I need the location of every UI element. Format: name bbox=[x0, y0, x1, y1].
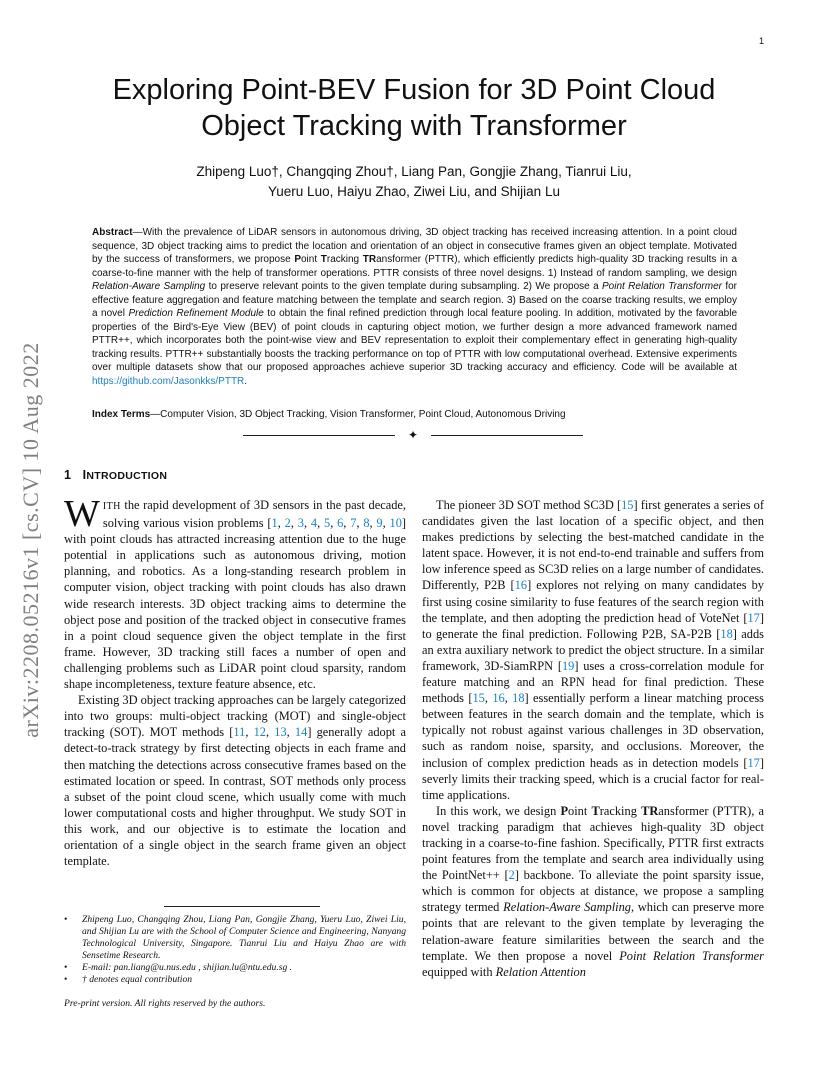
paragraph-text: (PTTR), a novel tracking paradigm that achieves high-quality 3D object tracking in a coarse-to-fine fashion. Specifically, PTTR first extracts point features from the template and search area individually using the PointNet++ [ bbox=[422, 803, 764, 883]
authors-line-1: Zhipeng Luo†, Changqing Zhou†, Liang Pan, Gongjie Zhang, Tianrui Liu, bbox=[196, 164, 632, 179]
abstract-emphasis: Relation-Aware Sampling bbox=[92, 281, 206, 292]
paragraph-text: ] adds an extra auxiliary network to predict the object structure. In a similar framework, 3D-SiamRPN [ bbox=[422, 626, 764, 673]
paragraph-text: ] explores not relying on many candidates by first using cosine similarity to fuse features of the search region with the template, and then adopting the prediction head of VoteNet [ bbox=[422, 578, 764, 625]
citation-link[interactable]: 9 bbox=[376, 516, 383, 531]
citation-link[interactable]: 5 bbox=[323, 516, 331, 531]
paragraph-text: , which can preserve more points that are relevant to the given template by leveraging the relation-aware feature similarities between the search and the template. We then propose a novel bbox=[422, 900, 764, 963]
index-terms-label: Index Terms bbox=[92, 409, 151, 420]
footnotes bbox=[64, 914, 406, 985]
index-terms bbox=[92, 408, 737, 421]
author-list bbox=[120, 162, 708, 202]
section-divider bbox=[243, 428, 583, 442]
citation-link[interactable]: 17 bbox=[747, 755, 760, 770]
citation-link[interactable]: 13 bbox=[274, 725, 287, 740]
paragraph-text: ] essentially perform a linear matching process between features in the search domain and the template, which is typically not robust against various challenges in 3D observation, such as random noise, sparsity, and occlusions. Moreover, the inclusion of complex prediction heads as in detection models [ bbox=[422, 691, 764, 770]
index-terms-text: —Computer Vision, 3D Object Tracking, Vision Transformer, Point Cloud, Autonomous Driving bbox=[150, 409, 566, 420]
abstract-emphasis: Point Relation Transformer bbox=[602, 281, 722, 292]
emphasis-text: Relation Attention bbox=[495, 964, 586, 979]
citation-link[interactable]: 16 bbox=[492, 691, 505, 706]
citation-link[interactable]: 16 bbox=[514, 578, 528, 593]
paragraph-text: The pioneer 3D SOT method SC3D [ bbox=[436, 498, 622, 512]
citation-link[interactable]: 1 bbox=[271, 516, 278, 531]
paragraph-text: ] first generates a series of candidates given the last location of a specific object, and then makes predictions by selecting the best-matched candidate in the latent space. However, it is not end-to-end trainable and suffers from low inference speed as SC3D relies on a large number of candidates. Differently, P2B [ bbox=[422, 498, 765, 593]
footnote-text: E-mail: pan.liang@u.nus.edu , shijian.lu@ntu.edu.sg . bbox=[82, 961, 293, 973]
citation-link[interactable]: 6 bbox=[337, 516, 344, 531]
bullet-icon: • bbox=[64, 973, 68, 985]
divider-line-right bbox=[431, 435, 583, 436]
paragraph-text: equipped with bbox=[422, 964, 496, 979]
citation-link[interactable]: 12 bbox=[253, 725, 266, 740]
citation-group: 15, 16, 18 bbox=[472, 691, 525, 706]
citation-link[interactable]: 10 bbox=[389, 516, 402, 531]
paragraph-text: oint bbox=[568, 803, 592, 818]
citation-link[interactable]: 18 bbox=[512, 691, 525, 706]
abstract-label: Abstract bbox=[92, 227, 133, 238]
abstract-text: to preserve relevant points to the given template during subsampling. 2) We propose a bbox=[205, 281, 603, 292]
abstract-text: racking bbox=[326, 254, 363, 265]
intro-paragraph-1 bbox=[64, 493, 407, 692]
bullet-icon: • bbox=[64, 961, 68, 973]
paragraph-text: ] to generate the final prediction. Following P2B, SA-P2B [ bbox=[422, 610, 764, 641]
footnote-email bbox=[64, 962, 406, 974]
divider-diamond-icon: ✦ bbox=[407, 428, 419, 442]
authors-line-2: Yueru Luo, Haiyu Zhao, Ziwei Liu, and Shijian Lu bbox=[268, 184, 560, 199]
title-line-2: Object Tracking with Transformer bbox=[201, 110, 627, 142]
section-title-initial: I bbox=[82, 468, 87, 482]
citation-link[interactable]: 15 bbox=[472, 691, 485, 706]
paragraph-text: ] with point clouds has attracted increasing attention due to the huge potential in applications such as autonomous driving, motion planning, and robotics. As a long-standing research problem in computer vision, object tracking with point clouds has also drawn wide research interests. 3D object tracking aims to determine the object pose and position of the tracked object in consecutive frames in a point cloud sequence given the object template in the first frame. However, 3D tracking still faces a number of open and challenging problems such as LiDAR point cloud sparsity, random shape incompleteness, texture feature absence, etc. bbox=[64, 516, 407, 692]
section-heading-introduction bbox=[64, 468, 167, 482]
abstract-text: —With the prevalence of LiDAR sensors in autonomous driving, 3D object tracking has received increasing attention. In a point cloud sequence, 3D object tracking aims to predict the location and orientation of an object in consecutive frames given an object template. Motivated by the success of transformers, we propose bbox=[92, 227, 737, 265]
abstract-emphasis: Prediction Refinement Module bbox=[128, 308, 264, 319]
abstract-bold-letter: TR bbox=[362, 254, 377, 265]
intro-paragraph-4 bbox=[422, 803, 764, 980]
paragraph-text: ] generally adopt a detect-to-track strategy by first detecting objects in each frame and then matching the detections across consecutive frames based on the estimated location or speed. In contrast, SOT methods only process a subset of the point cloud scene, which usually come with much lower computational costs and higher throughput. We study SOT in this work, and our objective is to estimate the location and orientation of a single object in the search frame given an object template. bbox=[64, 725, 407, 869]
footnote-affiliation bbox=[64, 914, 406, 962]
citation-link[interactable]: 2 bbox=[284, 516, 291, 531]
citation-link[interactable]: 18 bbox=[720, 626, 733, 641]
footnote-text: † denotes equal contribution bbox=[82, 973, 193, 985]
citation-link[interactable]: 4 bbox=[310, 516, 318, 531]
intro-paragraph-3 bbox=[422, 497, 764, 803]
paragraph-text: the rapid development of 3D sensors in the past decade, solving various vision problems [ bbox=[102, 498, 406, 531]
paragraph-text: ] severly limits their tracking speed, which is a crucial factor for real-time applications. bbox=[422, 755, 764, 802]
arxiv-identifier-stamp: arXiv:2208.05216v1 [cs.CV] 10 Aug 2022 bbox=[18, 342, 43, 738]
abstract-bold-letter: T bbox=[320, 254, 327, 265]
preprint-notice: Pre-print version. All rights reserved by the authors. bbox=[64, 998, 266, 1009]
emphasis-text: Point Relation Transformer bbox=[619, 948, 764, 963]
smallcaps-word: ITH bbox=[102, 501, 121, 512]
abstract bbox=[92, 226, 737, 388]
emphasis-text: Relation-Aware Sampling bbox=[503, 900, 631, 915]
paragraph-text: racking bbox=[599, 803, 642, 818]
citation-group: 1, 2, 3, 4, 5, 6, 7, 8, 9, 10 bbox=[271, 516, 402, 531]
abstract-bold-letter: P bbox=[294, 254, 301, 265]
paragraph-text: ] backbone. To alleviate the point sparsity issue, which is common for objects at distance, we propose a sampling strategy termed bbox=[422, 868, 764, 915]
citation-group: 11, 12, 13, 14 bbox=[233, 725, 308, 740]
section-title-rest: NTRODUCTION bbox=[86, 470, 168, 482]
page-number: 1 bbox=[758, 36, 764, 46]
right-column bbox=[422, 497, 764, 980]
left-column bbox=[64, 493, 407, 869]
citation-link[interactable]: 2 bbox=[508, 868, 515, 883]
citation-link[interactable]: 19 bbox=[561, 658, 575, 673]
abstract-text: to obtain the final refined prediction through local feature pooling. In addition, motivated by the favorable properties of the Bird's-Eye View (BEV) of point clouds in capturing object motion, we further design a more advanced framework named PTTR++, which incorporates both the point-wise view and BEV representation to exploit their complementary effect in generating high-quality tracking results. PTTR++ substantially boosts the tracking performance on top of PTTR with low computational overhead. Extensive experiments over multiple datasets show that our proposed approaches achieve superior 3D tracking accuracy and efficiency. Code will be available at bbox=[92, 308, 738, 373]
footnote-rule bbox=[164, 906, 320, 907]
citation-link[interactable]: 7 bbox=[350, 516, 357, 531]
dropcap-letter: W bbox=[64, 493, 100, 535]
divider-line-left bbox=[243, 435, 395, 436]
abstract-text: . bbox=[244, 375, 248, 387]
intro-paragraph-2 bbox=[64, 692, 406, 869]
bold-letter: T bbox=[591, 803, 600, 818]
section-number: 1 bbox=[64, 468, 72, 482]
paragraph-text: Existing 3D object tracking approaches can be largely categorized into two groups: multi-object tracking (MOT) and single-object tracking (SOT). MOT methods [ bbox=[64, 693, 406, 740]
citation-link[interactable]: 11 bbox=[233, 725, 246, 740]
paragraph-text: In this work, we design bbox=[436, 803, 561, 818]
citation-link[interactable]: 17 bbox=[747, 610, 760, 625]
footnote-text: Zhipeng Luo, Changqing Zhou, Liang Pan, Gongjie Zhang, Yueru Luo, Ziwei Liu, and Shijian Lu are with the School of Computer Science and Engineering, Nanyang Technological University, Singapore. Tianrui Liu and Haiyu Zhao are with Sensetime Research. bbox=[82, 914, 406, 961]
footnote-equal-contribution bbox=[64, 974, 406, 986]
bold-letter: P bbox=[560, 803, 569, 818]
abstract-text: ansformer (PTTR), which efficiently predicts high-quality 3D tracking results in a coarse-to-fine manner with the help of transformer operations. PTTR consists of three novel designs. 1) Instead of random sampling, we design bbox=[92, 254, 738, 279]
paragraph-text: ] uses a cross-correlation module for feature matching and an RPN head for final prediction. These methods [ bbox=[422, 658, 764, 706]
paper-title bbox=[60, 72, 768, 144]
abstract-text: for effective feature aggregation and feature matching between the template and search region. 3) Based on the coarse tracking results, we employ a novel bbox=[92, 281, 738, 319]
code-url-link[interactable]: https://github.com/Jasonkks/PTTR bbox=[92, 375, 245, 387]
citation-link[interactable]: 8 bbox=[363, 516, 370, 531]
abstract-text: oint bbox=[300, 254, 321, 265]
citation-link[interactable]: 15 bbox=[621, 498, 634, 512]
bold-letter: TR bbox=[641, 803, 659, 818]
citation-link[interactable]: 14 bbox=[294, 725, 308, 740]
title-line-1: Exploring Point-BEV Fusion for 3D Point Cloud bbox=[112, 74, 716, 106]
bullet-icon: • bbox=[64, 914, 68, 925]
paragraph-text: ansformer bbox=[658, 803, 709, 818]
citation-link[interactable]: 3 bbox=[297, 516, 304, 531]
